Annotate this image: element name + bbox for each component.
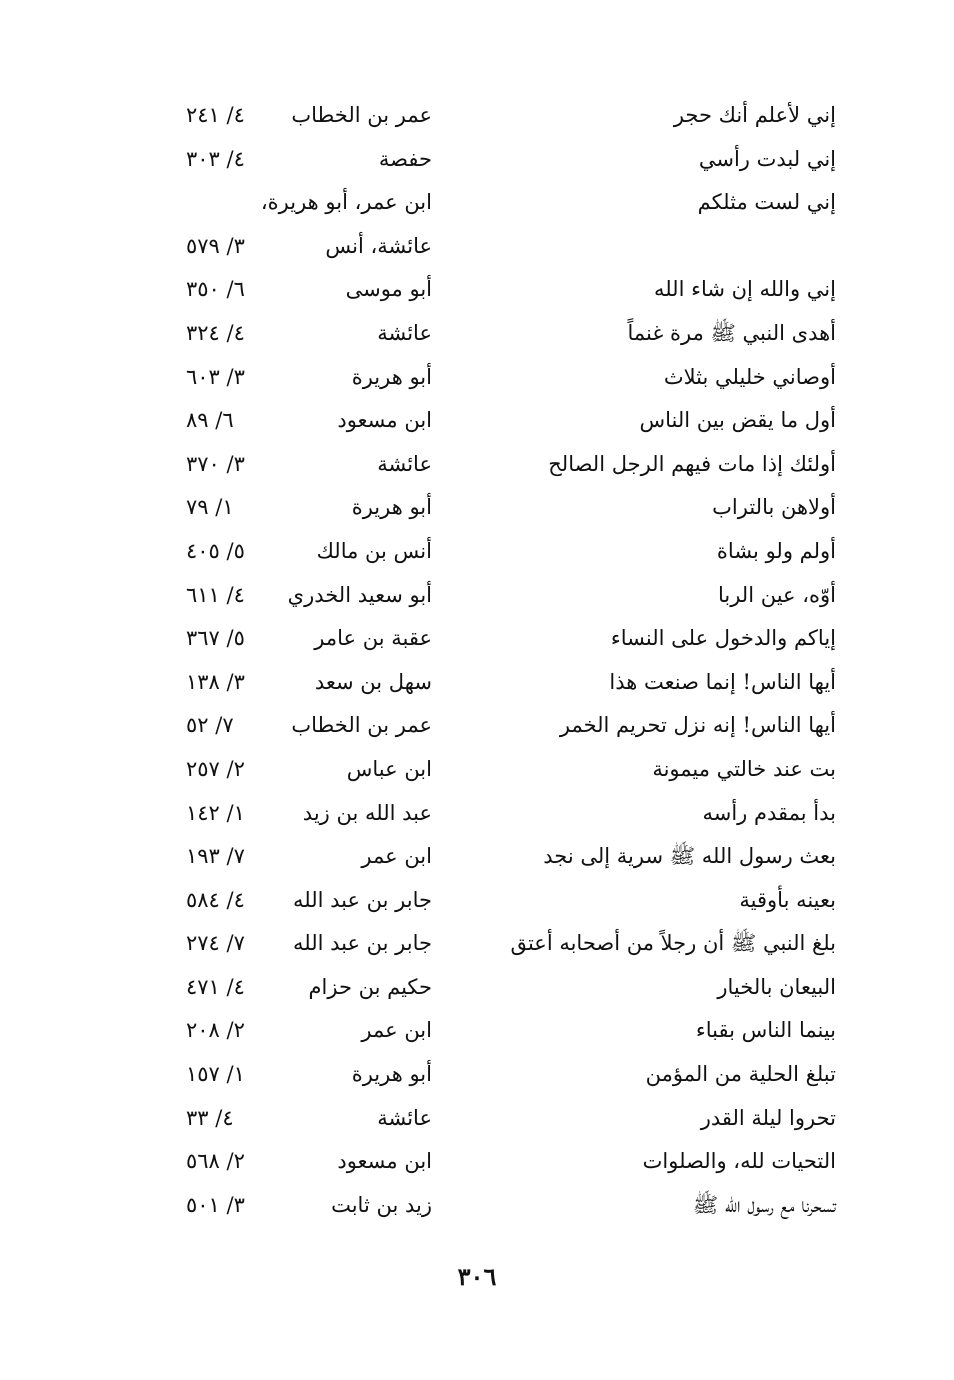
hadith-text: بعينه بأوقية: [739, 887, 836, 912]
index-row: [0, 574, 954, 618]
volume-page-ref: ٦/ ٣٥٠: [186, 277, 245, 302]
narrator: سهل بن سعد: [314, 669, 432, 694]
narrator: ابن عباس: [346, 756, 432, 781]
hadith-text: تبلغ الحلية من المؤمن: [645, 1062, 836, 1087]
volume-page-ref: ٣/ ١٣٨: [186, 669, 245, 694]
index-row: [0, 181, 954, 225]
index-row: [0, 268, 954, 312]
volume-page-ref: ٢/ ٥٦٨: [186, 1149, 245, 1174]
index-row: [0, 792, 954, 836]
hadith-text: أيها الناس! إنما صنعت هذا: [609, 669, 836, 694]
hadith-text: بلغ النبي ﷺ أن رجلاً من أصحابه أعتق: [510, 931, 836, 956]
hadith-text: بدأ بمقدم رأسه: [702, 800, 836, 825]
hadith-text: أيها الناس! إنه نزل تحريم الخمر: [559, 713, 836, 738]
narrator: ابن عمر، أبو هريرة،: [260, 190, 432, 215]
narrator: عمر بن الخطاب: [291, 713, 432, 738]
narrator: عائشة، أنس: [325, 233, 432, 258]
index-row: [0, 1053, 954, 1097]
hadith-text: أول ما يقض بين الناس: [639, 408, 836, 433]
volume-page-ref: ٤/ ٢٤١: [186, 103, 245, 127]
volume-page-ref: ٣/ ٣٧٠: [186, 451, 245, 476]
index-row: [0, 530, 954, 574]
hadith-text: إياكم والدخول على النساء: [610, 626, 836, 651]
volume-page-ref: ١/ ١٥٧: [186, 1062, 245, 1087]
volume-page-ref: ٢/ ٢٠٨: [186, 1018, 245, 1043]
narrator: عائشة: [377, 1105, 432, 1130]
volume-page-ref: ٤/ ٣٣: [186, 1105, 234, 1130]
hadith-text: تحروا ليلة القدر: [700, 1105, 836, 1130]
hadith-text: إني لبدت رأسي: [698, 146, 836, 171]
index-row: [0, 1140, 954, 1184]
narrator: ابن مسعود: [337, 408, 432, 433]
narrator: زيد بن ثابت: [331, 1192, 432, 1217]
hadith-text: التحيات لله، والصلوات: [642, 1149, 836, 1174]
volume-page-ref: ٤/ ٥٨٤: [186, 887, 245, 912]
narrator: ابن عمر: [361, 1018, 432, 1043]
narrator: أبو هريرة: [351, 364, 432, 389]
volume-page-ref: ٤/ ٦١١: [186, 582, 245, 607]
narrator: جابر بن عبد الله: [292, 887, 432, 912]
volume-page-ref: ٧/ ٥٢: [186, 713, 234, 738]
index-row: [0, 922, 954, 966]
index-row: [0, 356, 954, 400]
volume-page-ref: ٤/ ٣٢٤: [186, 320, 245, 345]
hadith-text: أوّه، عين الربا: [717, 582, 836, 607]
narrator: ابن عمر: [361, 844, 432, 869]
narrator: عائشة: [377, 320, 432, 345]
narrator: أبو سعيد الخدري: [287, 582, 432, 607]
narrator: عائشة: [377, 451, 432, 476]
hadith-text: بعث رسول الله ﷺ سرية إلى نجد: [543, 844, 836, 869]
hadith-text: بت عند خالتي ميمونة: [652, 756, 836, 781]
page-number: ٣٠٦: [457, 1262, 497, 1291]
index-row: [0, 399, 954, 443]
index-row: [0, 1097, 954, 1141]
hadith-index-list: [0, 94, 954, 1227]
index-row: [0, 443, 954, 487]
narrator: عمر بن الخطاب: [291, 103, 432, 127]
hadith-text: إني والله إن شاء الله: [653, 277, 836, 302]
narrator: ابن مسعود: [337, 1149, 432, 1174]
hadith-text: [491, 225, 836, 269]
index-row: [0, 879, 954, 923]
volume-page-ref: ٥/ ٣٦٧: [186, 626, 245, 651]
volume-page-ref: ٤/ ٤٧١: [186, 974, 245, 999]
index-row: [0, 704, 954, 748]
volume-page-ref: ٣/ ٥٠١: [186, 1192, 245, 1217]
volume-page-ref: ٥/ ٤٠٥: [186, 538, 245, 563]
index-row: [0, 835, 954, 879]
narrator: أنس بن مالك: [316, 538, 432, 563]
index-row: [0, 966, 954, 1010]
hadith-text: أولئك إذا مات فيهم الرجل الصالح: [548, 451, 836, 476]
narrator: عقبة بن عامر: [314, 626, 432, 651]
volume-page-ref: ٧/ ٢٧٤: [186, 931, 245, 956]
narrator: حكيم بن حزام: [308, 974, 432, 999]
volume-page-ref: [186, 181, 270, 225]
volume-page-ref: ٣/ ٦٠٣: [186, 364, 245, 389]
index-row: [0, 486, 954, 530]
volume-page-ref: ١/ ٧٩: [186, 495, 234, 520]
narrator: أبو موسى: [345, 277, 432, 302]
hadith-text: أهدى النبي ﷺ مرة غنماً: [627, 320, 836, 345]
hadith-text: إني لست مثلكم: [697, 190, 836, 215]
volume-page-ref: ٢/ ٢٥٧: [186, 756, 245, 781]
index-row: [0, 312, 954, 356]
index-row: [0, 1184, 954, 1228]
volume-page-ref: ٧/ ١٩٣: [186, 844, 245, 869]
volume-page-ref: ١/ ١٤٢: [186, 800, 245, 825]
index-row: [0, 138, 954, 182]
hadith-text: أولاهن بالتراب: [712, 495, 836, 520]
hadith-text: تسحرنا مع رسول الله ﷺ: [692, 1192, 836, 1217]
narrator: عبد الله بن زيد: [302, 800, 432, 825]
narrator: أبو هريرة: [351, 495, 432, 520]
hadith-text: أولم ولو بشاة: [716, 538, 836, 563]
index-row: [0, 94, 954, 138]
hadith-text: إني لأعلم أنك حجر: [673, 103, 836, 127]
narrator: أبو هريرة: [351, 1062, 432, 1087]
volume-page-ref: ٣/ ٥٧٩: [186, 233, 245, 258]
hadith-text: أوصاني خليلي بثلاث: [663, 364, 836, 389]
narrator: حفصة: [378, 146, 432, 171]
index-row: [0, 225, 954, 269]
volume-page-ref: ٤/ ٣٠٣: [186, 146, 245, 171]
volume-page-ref: ٦/ ٨٩: [186, 408, 234, 433]
hadith-text: البيعان بالخيار: [717, 974, 836, 999]
index-row: [0, 748, 954, 792]
hadith-text: بينما الناس بقباء: [695, 1018, 836, 1043]
index-row: [0, 661, 954, 705]
index-row: [0, 1009, 954, 1053]
index-row: [0, 617, 954, 661]
narrator: جابر بن عبد الله: [292, 931, 432, 956]
